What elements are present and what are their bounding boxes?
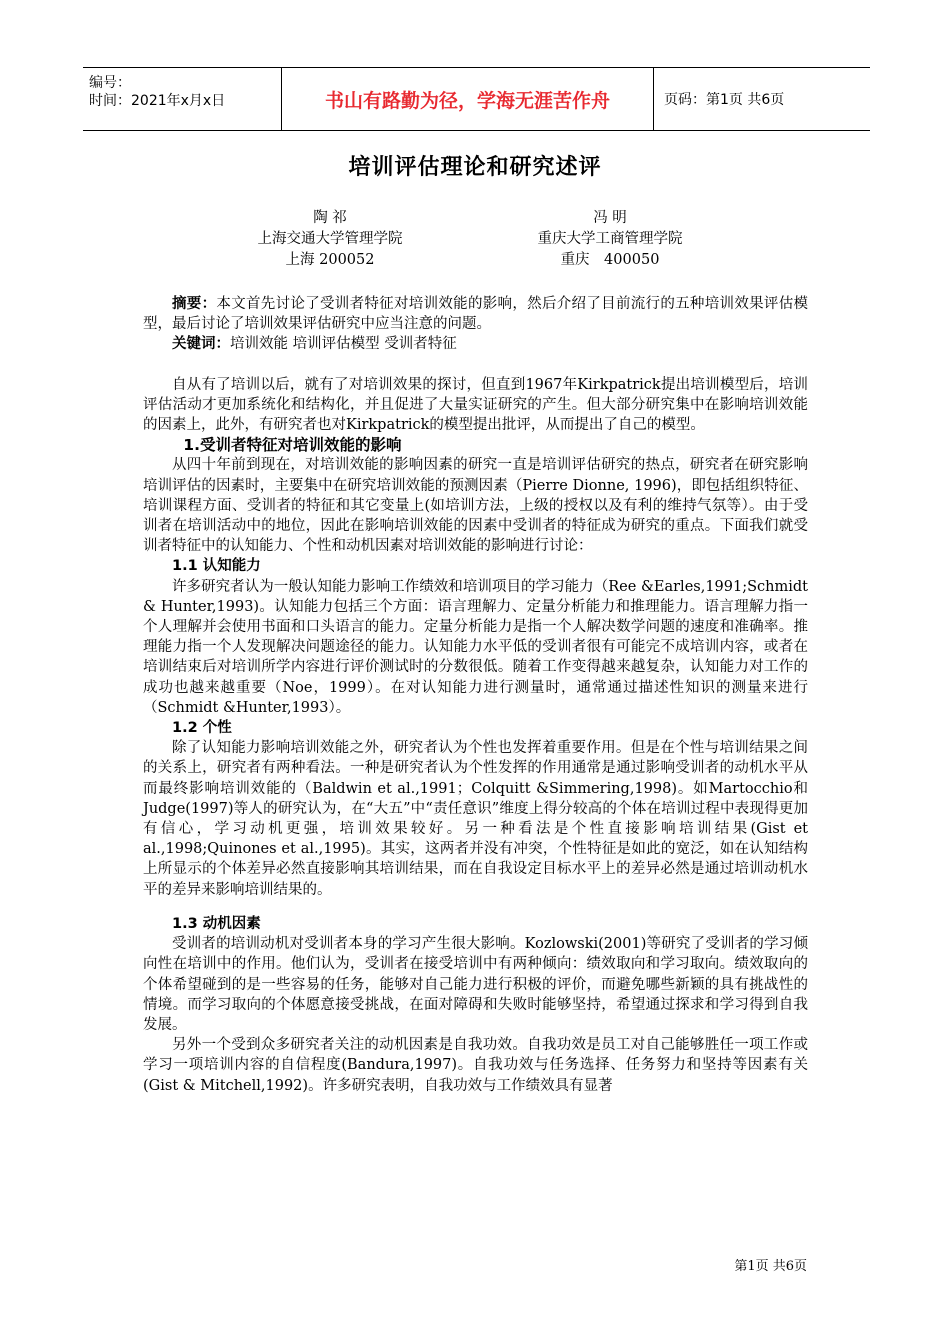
section-1-1-heading: 1.1 认知能力	[172, 558, 261, 575]
abstract-label: 摘要：	[172, 295, 217, 312]
section-1-2-heading: 1.2 个性	[172, 720, 232, 737]
section-1-3-paragraph-2: 另外一个受到众多研究者关注的动机因素是自我功效。自我功效是员工对自己能够胜任一项工作或学习一项培训内容的自信程度(Bandura,1997)。自我功效与任务选择、任务努力和坚持等因素有关(Gist & Mitchell,1992)。许多研究表明，自我功效与工作绩效具有显著	[143, 1037, 808, 1094]
section-1-heading: 1.受训者特征对培训效能的影响	[183, 436, 402, 455]
author-affiliation: 上海交通大学管理学院	[257, 231, 403, 247]
intro-paragraph: 自从有了培训以后，就有了对培训效果的探讨，但直到1967年Kirkpatrick提出培训模型后，培训评估活动才更加系统化和结构化，并且促进了大量实证研究的产生。但大部分研究集中在影响培训效能的因素上，此外，有研究者也对Kirkpatrick的模型提出批评，从而提出了自己的模型。	[143, 376, 808, 434]
author-name: 冯 明	[593, 210, 627, 226]
abstract-text: 本文首先讨论了受训者特征对培训效能的影响，然后介绍了目前流行的五种培训效果评估模型，最后讨论了培训效果评估研究中应当注意的问题。	[143, 296, 809, 333]
header-page-label: 页码：第1页 共6页	[664, 92, 785, 108]
section-1-2-paragraph: 除了认知能力影响培训效能之外，研究者认为个性也发挥着重要作用。但是在个性与培训结果之间的关系上，研究者有两种看法。一种是研究者认为个性发挥的作用通常是通过影响受训者的动机水平从而最终影响培训效能的（Baldwin et al.,1991；Colquitt &Simmering,1998)。如Martocchio和Judge(1997)等人的研究认为，在“大五”中“责任意识”维度上得分较高的个体在培训过程中表现得更加有信心，学习动机更强，培训效果较好。另一种看法是个性直接影响培训结果(Gist et al.,1998;Quinones et al.,1995)。其实，这两者并没有冲突，个性特征是如此的宽泛，如在认知结构上所显示的个体差异必然直接影响其培训结果，而在自我设定目标水平上的差异必然是通过培训动机水平的差异来影响培训结果的。	[143, 740, 808, 898]
header-motto	[281, 68, 654, 130]
author-name: 陶 祁	[313, 210, 347, 226]
page-footer: 第1页 共6页	[734, 1259, 807, 1274]
document-title: 培训评估理论和研究述评	[348, 154, 602, 180]
spacer	[143, 355, 808, 375]
section-1-1-paragraph: 许多研究者认为一般认知能力影响工作绩效和培训项目的学习能力（Ree &Earles,1991;Schmidt & Hunter,1993)。认知能力包括三个方面：语言理解力、定量分析能力和推理能力。语言理解力指一个人理解并会使用书面和口头语言的能力。定量分析能力是指一个人解决数学问题的速度和准确率。推理能力指一个人发现解决问题途径的能力。认知能力水平低的受训者很有可能完不成培训内容，或者在培训结束后对培训所学内容进行评价测试时的分数很低。随着工作变得越来越复杂，认知能力对工作的成功也越来越重要（Noe，1999）。在对认知能力进行测量时，通常通过描述性知识的测量来进行（Schmidt &Hunter,1993）。	[143, 578, 808, 716]
page-header	[83, 67, 870, 131]
author-address: 重庆 400050	[560, 252, 660, 268]
header-meta	[83, 68, 281, 130]
keywords	[143, 334, 808, 354]
author-address: 上海 200052	[285, 252, 375, 268]
author-block-1	[240, 208, 420, 271]
keywords-text: 培训效能 培训评估模型 受训者特征	[230, 336, 457, 353]
section-1-paragraph: 从四十年前到现在，对培训效能的影响因素的研究一直是培训评估研究的热点，研究者在研究影响培训评估的因素时，主要集中在研究培训效能的预测因素（Pierre Dionne, 1996)，即包括组织特征、培训课程方面、受训者的特征和其它变量上(如培训方法，上级的授权以及有利的维持气氛等）。由于受训者在培训活动中的地位，因此在影响培训效能的因素中受训者的特征成为研究的重点。下面我们就受训者特征中的认知能力、个性和动机因素对培训效能的影响进行讨论：	[143, 457, 808, 555]
author-affiliation: 重庆大学工商管理学院	[537, 231, 683, 247]
spacer	[143, 900, 808, 914]
keywords-label: 关键词：	[172, 335, 230, 353]
section-1-3-paragraph-1: 受训者的培训动机对受训者本身的学习产生很大影响。Kozlowski(2001)等研究了受训者的学习倾向性在培训中的作用。他们认为，受训者在接受培训中有两种倾向：绩效取向和学习取向。绩效取向的个体希望碰到的是一些容易的任务，能够对自己能力进行积极的评价，而避免哪些新颖的具有挑战性的情境。而学习取向的个体愿意接受挑战，在面对障碍和失败时能够坚持，希望通过探求和学习得到自我发展。	[143, 936, 808, 1033]
document-body	[143, 294, 808, 1096]
time-label: 时间：2021年x月x日	[89, 93, 226, 109]
section-1-3-heading: 1.3 动机因素	[172, 915, 261, 932]
author-block-2	[510, 208, 710, 271]
motto-text: 书山有路勤为径，学海无涯苦作舟	[324, 89, 610, 112]
number-label: 编号：	[89, 75, 131, 91]
abstract	[143, 294, 808, 334]
